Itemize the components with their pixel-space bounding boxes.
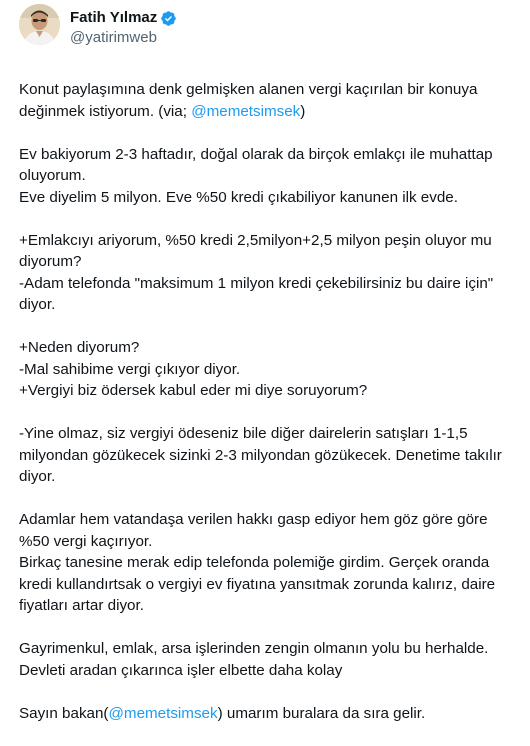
avatar[interactable] <box>19 4 60 45</box>
text-line <box>19 703 514 725</box>
text-line: diyor. <box>19 296 56 313</box>
mention-link[interactable]: @memetsimsek <box>108 704 218 722</box>
text-line: +Vergiyi biz ödersek kabul eder mi diye soruyorum? <box>19 382 368 399</box>
text-line: diyor. <box>19 468 56 485</box>
verified-badge-icon[interactable] <box>160 10 177 27</box>
text-line: -Yine olmaz, siz vergiyi ödeseniz bile diğer dairelerin satışları 1-1,5 <box>19 425 468 442</box>
tweet-header <box>19 4 177 47</box>
author-info <box>70 8 177 47</box>
text-segment: değinmek istiyorum. (via; <box>19 102 192 120</box>
paragraph-4 <box>19 337 514 402</box>
paragraph-7 <box>19 638 514 681</box>
text-line: diyorum? <box>19 253 82 270</box>
name-row <box>70 8 177 28</box>
text-line: Ev bakiyorum 2-3 haftadır, doğal olarak da birçok emlakçı ile muhattap <box>19 145 493 163</box>
text-line: +Emlakcıyı ariyorum, %50 kredi 2,5milyon+2,5 milyon peşin oluyor mu <box>19 231 492 249</box>
text-line: milyondan gözükecek sizinki 2-3 milyondan gözükecek. Denetime takılır <box>19 446 502 464</box>
paragraph-5 <box>19 423 514 488</box>
text-line: -Adam telefonda "maksimum 1 milyon kredi çekebilirsiniz bu daire için" <box>19 274 494 292</box>
text-line: -Mal sahibime vergi çıkıyor diyor. <box>19 360 241 378</box>
text-segment: ) <box>300 102 306 120</box>
paragraph-2 <box>19 144 514 209</box>
text-line: fiyatları artar diyor. <box>19 597 144 614</box>
avatar-image <box>19 4 60 45</box>
paragraph-1 <box>19 79 514 122</box>
text-line: Birkaç tanesine merak edip telefonda polemiğe girdim. Gerçek oranda <box>19 554 490 571</box>
text-segment: Sayın bakan( <box>19 704 109 722</box>
paragraph-8 <box>19 703 514 725</box>
text-line: Devleti aradan çıkarınca işler elbette daha kolay <box>19 661 343 679</box>
tweet-text <box>19 79 514 746</box>
text-line: Eve diyelim 5 milyon. Eve %50 kredi çıkabiliyor kanunen ilk evde. <box>19 188 458 206</box>
display-name[interactable]: Fatih Yılmaz <box>70 9 158 26</box>
text-line <box>19 101 514 123</box>
text-line: Gayrimenkul, emlak, arsa işlerinden zengin olmanın yolu bu herhalde. <box>19 640 489 657</box>
text-line: Adamlar hem vatandaşa verilen hakkı gasp ediyor hem göz göre göre <box>19 511 488 528</box>
text-line: %50 vergi kaçırıyor. <box>19 532 153 550</box>
text-line: +Neden diyorum? <box>19 339 140 356</box>
text-line: Konut paylaşımına denk gelmişken alanen vergi kaçırılan bir konuya <box>19 81 478 98</box>
text-segment: ) umarım buralara da sıra gelir. <box>217 704 426 722</box>
text-line: oluyorum. <box>19 167 86 184</box>
mention-link[interactable]: @memetsimsek <box>191 102 301 120</box>
paragraph-3 <box>19 230 514 316</box>
user-handle[interactable]: @yatirimweb <box>70 29 157 46</box>
paragraph-6 <box>19 509 514 617</box>
text-line: kredi kullandırtsak o vergiyi ev fiyatına yansıtmak zorunda kalırız, daire <box>19 575 496 593</box>
